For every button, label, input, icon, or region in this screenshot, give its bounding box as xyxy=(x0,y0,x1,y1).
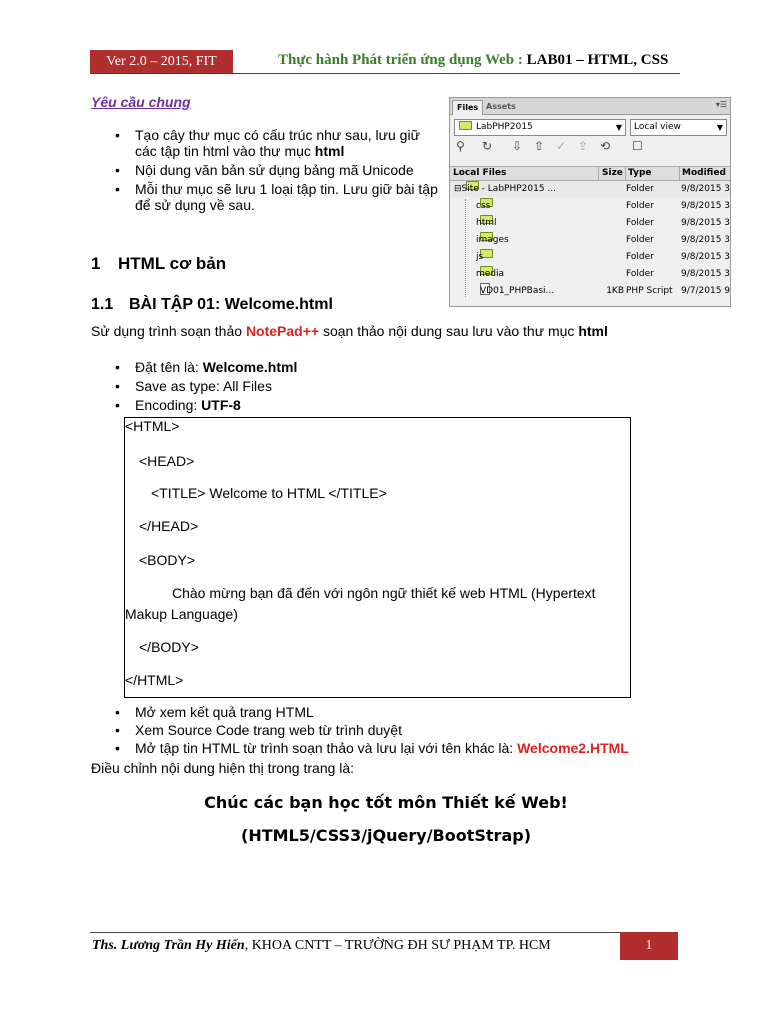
get-files-icon[interactable]: ⇩ xyxy=(512,139,523,153)
file-table-header xyxy=(450,166,730,181)
col-local-files[interactable]: Local Files xyxy=(453,168,507,178)
table-row[interactable]: VD01_PHPBasi... 1KB PHP Script 9/7/2015 9 xyxy=(450,283,730,299)
tab-files[interactable]: Files xyxy=(452,100,483,115)
table-row[interactable]: html Folder 9/8/2015 3 xyxy=(450,215,730,231)
checkout-icon[interactable]: ✓ xyxy=(556,139,567,153)
panel-toolbar xyxy=(450,135,730,157)
page-number: 1 xyxy=(620,932,678,960)
refresh-icon[interactable]: ↻ xyxy=(482,139,493,153)
message-line-1: Chúc các bạn học tốt môn Thiết kế Web! xyxy=(204,793,568,812)
col-size[interactable]: Size xyxy=(602,168,623,178)
header-title xyxy=(278,52,668,69)
message-line-2: (HTML5/CSS3/jQuery/BootStrap) xyxy=(241,826,531,845)
code-line: </HEAD> xyxy=(139,518,199,534)
general-requirements-heading: Yêu cầu chung xyxy=(91,94,191,110)
code-line: <BODY> xyxy=(139,552,196,568)
folder-icon xyxy=(459,121,472,130)
list-item: • Mỗi thư mục sẽ lưu 1 loại tập tin. Lưu giữ bài tập để sử dụng về sau. xyxy=(111,181,441,213)
list-item: • Xem Source Code trang web từ trình duyệt xyxy=(111,722,629,738)
connect-icon[interactable]: ⚲ xyxy=(456,139,465,153)
code-line: Chào mừng bạn đã đến với ngôn ngữ thiết kế web HTML (Hypertext xyxy=(172,585,596,601)
adjust-paragraph: Điều chỉnh nội dung hiện thị trong trang là: xyxy=(91,760,355,776)
table-row[interactable]: css Folder 9/8/2015 3 xyxy=(450,198,730,214)
site-select[interactable]: LabPHP2015 ▼ xyxy=(454,119,626,136)
save-settings-list xyxy=(111,359,297,416)
table-row[interactable]: images Folder 9/8/2015 3 xyxy=(450,232,730,248)
intro-paragraph: Sử dụng trình soạn thảo NotePad++ soạn thảo nội dung sau lưu vào thư mục html xyxy=(91,323,608,339)
checkin-icon[interactable]: ⇪ xyxy=(578,139,589,153)
col-type[interactable]: Type xyxy=(628,168,652,178)
list-item: • Tạo cây thư mục có cấu trúc như sau, lưu giữ các tập tin html vào thư mục html xyxy=(111,127,441,159)
files-panel xyxy=(449,97,731,307)
table-row[interactable]: js Folder 9/8/2015 3 xyxy=(450,249,730,265)
table-row[interactable]: media Folder 9/8/2015 3 xyxy=(450,266,730,282)
general-requirements-list xyxy=(111,127,441,216)
html-code-box xyxy=(124,417,631,698)
code-line: </HTML> xyxy=(125,672,184,688)
list-item: • Encoding: UTF-8 xyxy=(111,397,297,413)
sync-icon[interactable]: ⟲ xyxy=(600,139,611,153)
col-modified[interactable]: Modified xyxy=(682,168,726,178)
header-version-badge: Ver 2.0 – 2015, FIT xyxy=(90,50,233,73)
chevron-down-icon: ▼ xyxy=(716,123,723,132)
footer-text: Ths. Lương Trần Hy Hiến, KHOA CNTT – TRƯỜNG ĐH SƯ PHẠM TP. HCM xyxy=(92,938,551,953)
chevron-down-icon: ▼ xyxy=(615,123,622,132)
section-1-heading: 1 HTML cơ bản xyxy=(91,254,227,273)
panel-tabs xyxy=(450,98,730,115)
code-line: Makup Language) xyxy=(125,606,238,622)
header-divider xyxy=(90,73,680,74)
list-item: • Mở xem kết quả trang HTML xyxy=(111,704,629,720)
table-row[interactable]: ⊟ Site - LabPHP2015 ... Folder 9/8/2015 3 xyxy=(450,181,730,197)
code-line: <HEAD> xyxy=(139,453,195,469)
expand-icon[interactable]: ☐ xyxy=(632,139,643,153)
list-item: • Nội dung văn bản sử dụng bảng mã Unicode xyxy=(111,162,441,178)
list-item: • Đặt tên là: Welcome.html xyxy=(111,359,297,375)
steps-list xyxy=(111,704,629,758)
code-line: <HTML> xyxy=(125,418,180,434)
tab-assets[interactable]: Assets xyxy=(486,102,516,111)
put-files-icon[interactable]: ⇧ xyxy=(534,139,545,153)
header-title-course: Thực hành Phát triển ứng dụng Web : xyxy=(278,52,523,68)
footer-divider xyxy=(90,932,620,933)
view-select[interactable]: Local view ▼ xyxy=(630,119,727,136)
section-1-1-heading: 1.1 BÀI TẬP 01: Welcome.html xyxy=(91,296,333,313)
list-item: • Mở tập tin HTML từ trình soạn thảo và lưu lại với tên khác là: Welcome2.HTML xyxy=(111,740,629,756)
header-title-lab: LAB01 – HTML, CSS xyxy=(522,52,669,68)
code-line: <TITLE> Welcome to HTML </TITLE> xyxy=(151,485,387,501)
panel-menu-icon[interactable]: ▾☰ xyxy=(715,100,727,109)
list-item: • Save as type: All Files xyxy=(111,378,297,394)
code-line: </BODY> xyxy=(139,639,199,655)
